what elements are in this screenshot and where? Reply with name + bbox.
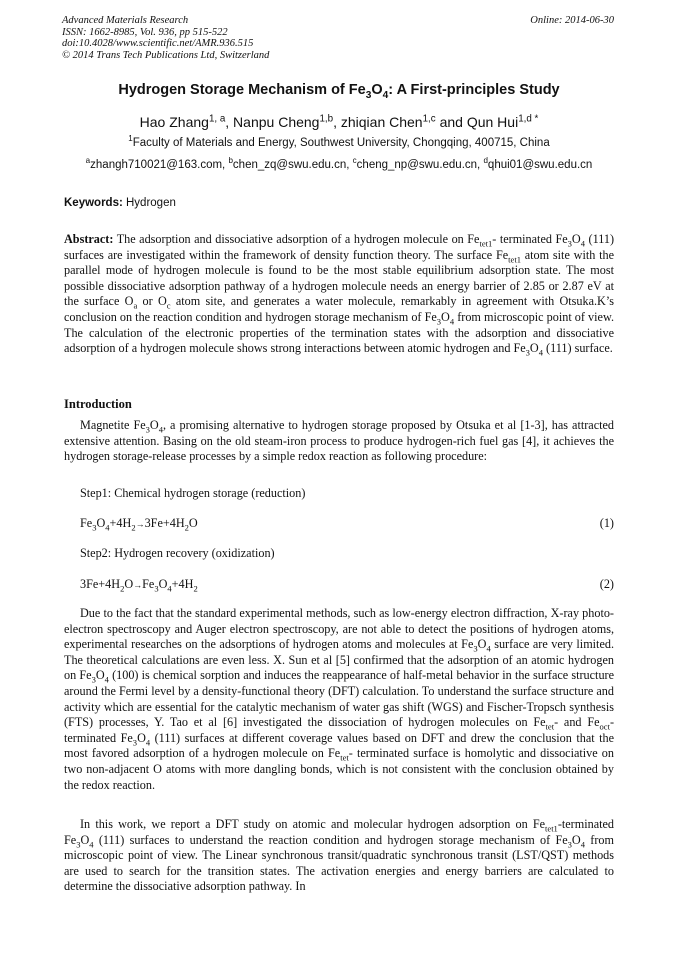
arrow-icon: →	[133, 580, 143, 590]
equation-number: (1)	[599, 516, 614, 530]
keywords-value: Hydrogen	[122, 197, 176, 209]
journal-header	[62, 15, 269, 61]
intro-paragraph: Due to the fact that the standard experimental methods, such as low-energy electron diffraction, X-ray photo-electron spectroscopy and Auger electron spectroscopy, are not able to detect the positions of hydrogen atoms, experimental researches on the adsorptions of hydrogen atoms and molecules at $Fe_3O_4$ surface are very limited. The theoretical calculations are even less. X. Sun et al [5] confirmed that the adsorption of an atomic hydrogen on $Fe_3O_4$ (100) is chemical sorption and induces the reappearance of half-metal behavior in the surface structure around the Fermi level by a density-functional theory (DFT) calculation. To understand the surface structure and activity which are essential for the catalytic mechanism of water gas shift (WGS) and Fischer-Tropsch synthesis (FTS) processes, Y. Tao et al [6] investigated the dissociation of hydrogen molecules on $Fe_{tet}-$ and $Fe_{oct}-$ terminated $Fe_3O_4$ (111) surfaces at different coverage values based on DFT and drew the conclusion that the most favored adsorption of a hydrogen molecule on $Fe_{tet}-$ terminated surface is homolytic and dissociative on two non-adjacent O atoms with more dangling bonds, which is not consistent with the conclusion obtained by the redox reaction.	[64, 606, 615, 792]
equation-2: $3Fe+4H_2O\to Fe_3O_4+4H_2$	[80, 577, 198, 594]
keywords-label: Keywords:	[64, 197, 123, 209]
step1-label: Step1: Chemical hydrogen storage (reduction)	[80, 486, 306, 500]
keywords	[64, 197, 176, 209]
journal-name: Advanced Materials Research	[62, 15, 189, 26]
abstract: Abstract: The adsorption and dissociative adsorption of a hydrogen molecule on $Fe_{tet1}-$ terminated $Fe_3O_4$ (111) surfaces are investigated within the framework of density function theory. The surface $Fe_{tet1}$ atom site with the parallel mode of hydrogen molecule is found to be the most stable equilibrium adsorption state. The most possible dissociative adsorption pathway of a hydrogen molecule needs an energy barrier of 2.85 or 2.87 eV at the surface $O_a$ or $O_c$ atom site, and generates a water molecule, remarkably in agreement with Otsuka.K’s conclusion on the reaction condition and hydrogen storage mechanism of $Fe_3O_4$ from microscopic point of view. The calculation of the electronic properties of the termination states with the adsorption and dissociative adsorption of a hydrogen molecule shows strong interactions between atomic hydrogen and $Fe_3O_4$ (111) surface.	[64, 232, 615, 358]
equation-1: $Fe_3O_4+4H_2\to 3Fe+4H_2O$	[80, 516, 198, 533]
doi-line: doi:10.4028/www.scientific.net/AMR.936.515	[62, 38, 254, 49]
equation-number: (2)	[599, 577, 614, 591]
copyright-line: © 2014 Trans Tech Publications Ltd, Switzerland	[62, 49, 270, 61]
online-date: Online: 2014-06-30	[530, 15, 614, 26]
paper-title: Hydrogen Storage Mechanism of $Fe_3O_4$: A First-principles Study	[118, 82, 560, 101]
intro-paragraph: In this work, we report a DFT study on atomic and molecular hydrogen adsorption on $Fe_{tet1}$-terminated $Fe_3O_4$ (111) surfaces to understand the reaction condition and hydrogen storage mechanism of $Fe_3O_4$ from microscopic point of view. The Linear synchronous transit/quadratic synchronous transit (LST/QST) methods are used to search for the transition states. The activation energies and energy barriers are calculated to determine the dissociative adsorption pathway. In	[64, 817, 614, 894]
author-name: , Nanpu Cheng	[225, 114, 320, 130]
section-heading-introduction: Introduction	[64, 397, 132, 411]
abstract-label: Abstract:	[64, 232, 114, 246]
author-name: , zhiqian Chen	[333, 114, 423, 130]
author-name: and Qun Hui	[435, 114, 519, 130]
arrow-icon: →	[135, 519, 145, 529]
affiliation: $^1$Faculty of Materials and Energy, Southwest University, Chongqing, 400715, China	[128, 134, 550, 149]
author-list: Hao Zhang$^{1, a}$, Nanpu Cheng$^{1,b}$, zhiqian Chen$^{1,c}$ and Qun Hui$^{1,d *}$	[139, 113, 539, 130]
issn-line: ISSN: 1662-8985, Vol. 936, pp 515-522	[62, 26, 228, 38]
author-name: Hao Zhang	[139, 114, 209, 130]
author-emails: $^a$zhangh710021@163.com, $^b$chen_zq@swu.edu.cn, $^c$cheng_np@swu.edu.cn, $^d$qhui01@swu.edu.cn	[85, 156, 593, 171]
step2-label: Step2: Hydrogen recovery (oxidization)	[80, 546, 275, 560]
intro-paragraph: Magnetite $Fe_3O_4$, a promising alternative to hydrogen storage proposed by Otsuka et al [1-3], has attracted extensive attention. Basing on the old steam-iron process to produce hydrogen-rich fuel gas [4], it achieves the hydrogen storage-release processes by a simple redox reaction as following procedure:	[64, 418, 614, 464]
